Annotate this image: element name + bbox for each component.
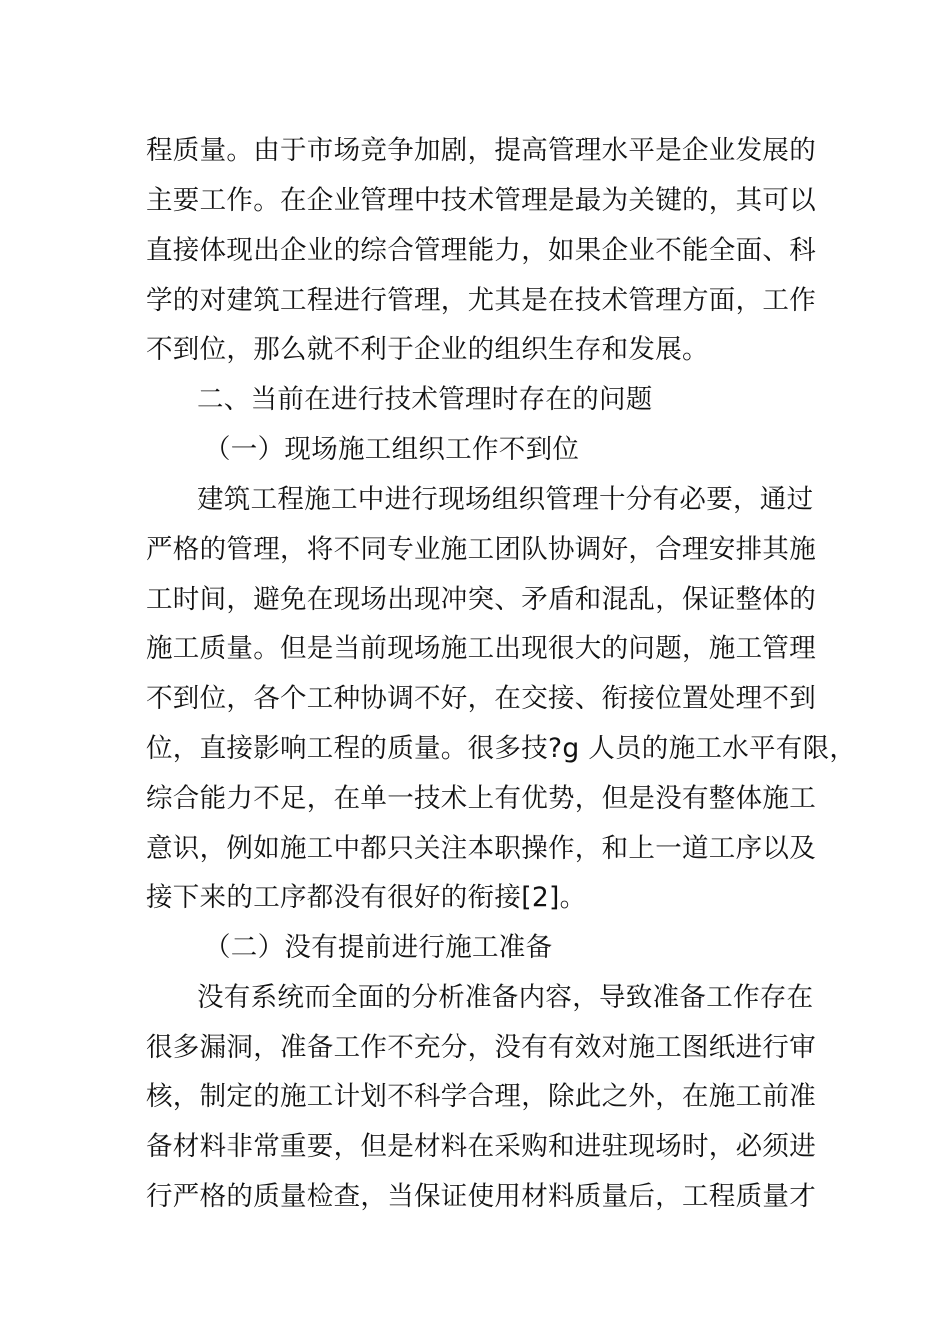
paragraph-line: 建筑工程施工中进行现场组织管理十分有必要，通过 — [197, 484, 814, 515]
paragraph-line: 不到位，各个工种协调不好，在交接、衔接位置处理不到 — [146, 683, 816, 714]
subsection-heading: （二）没有提前进行施工准备 — [204, 932, 553, 963]
paragraph-line: 不到位，那么就不利于企业的组织生存和发展。 — [146, 334, 709, 365]
paragraph-line: 备材料非常重要，但是材料在采购和进驻现场时，必须进 — [146, 1131, 816, 1162]
paragraph-line: 位，直接影响工程的质量。很多技?g 人员的施工水平有限， — [146, 733, 857, 764]
paragraph-line: 意识，例如施工中都只关注本职操作，和上一道工序以及 — [146, 833, 816, 864]
paragraph-line: 没有系统而全面的分析准备内容，导致准备工作存在 — [197, 982, 814, 1013]
paragraph-line: 施工质量。但是当前现场施工出现很大的问题，施工管理 — [146, 633, 816, 664]
paragraph-line: 主要工作。在企业管理中技术管理是最为关键的，其可以 — [146, 185, 816, 216]
paragraph-line: 行严格的质量检查，当保证使用材料质量后，工程质量才 — [146, 1181, 816, 1212]
paragraph-line: 核，制定的施工计划不科学合理，除此之外，在施工前准 — [146, 1081, 816, 1112]
paragraph-line: 综合能力不足，在单一技术上有优势，但是没有整体施工 — [146, 783, 816, 814]
section-heading: 二、当前在进行技术管理时存在的问题 — [197, 384, 653, 415]
paragraph-line: 学的对建筑工程进行管理，尤其是在技术管理方面，工作 — [146, 285, 816, 316]
subsection-heading: （一）现场施工组织工作不到位 — [204, 434, 580, 465]
paragraph-line: 直接体现出企业的综合管理能力，如果企业不能全面、科 — [146, 235, 816, 266]
paragraph-line: 严格的管理，将不同专业施工团队协调好，合理安排其施 — [146, 534, 816, 565]
paragraph-line: 程质量。由于市场竞争加剧，提高管理水平是企业发展的 — [146, 135, 816, 166]
paragraph-line: 很多漏洞，准备工作不充分，没有有效对施工图纸进行审 — [146, 1032, 816, 1063]
paragraph-line: 接下来的工序都没有很好的衔接[2]。 — [146, 882, 587, 913]
paragraph-line: 工时间，避免在现场出现冲突、矛盾和混乱，保证整体的 — [146, 584, 816, 615]
